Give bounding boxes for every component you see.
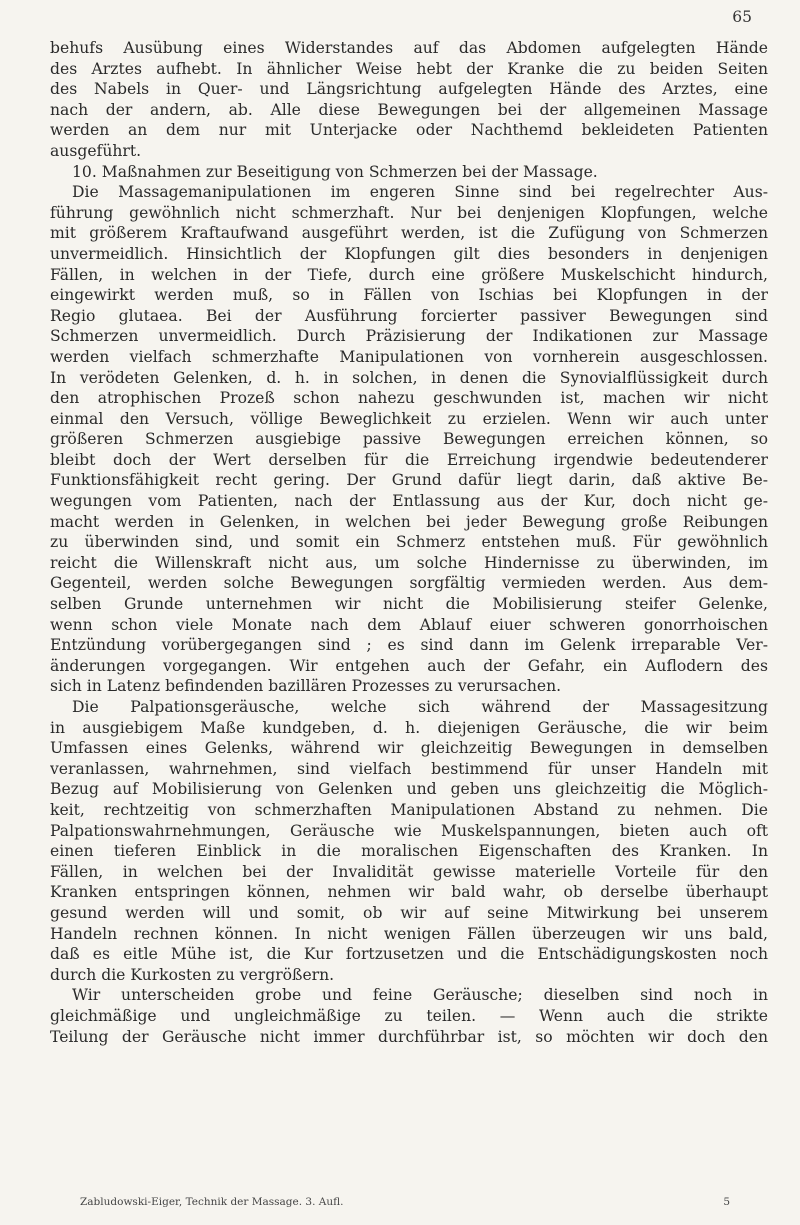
text-line: werden an dem nur mit Unterjacke oder Nachthemd bekleideten Patienten [50,121,768,140]
text-line: einen tieferen Einblick in die moralischen Eigenschaften des Kranken. In [50,842,768,861]
text-line: des Arztes aufhebt. In ähnlicher Weise hebt der Kranke die zu beiden Seiten [50,59,768,78]
text-line: Funktionsfähigkeit recht gering. Der Grund dafür liegt darin, daß aktive Be- [50,471,768,490]
text-line: 10. Maßnahmen zur Beseitigung von Schmerzen bei der Massage. [72,162,598,181]
text-line: des Nabels in Quer- und Längsrichtung aufgelegten Hände des Arztes, eine [50,80,768,99]
footer [80,1196,730,1208]
text-line: macht werden in Gelenken, in welchen bei jeder Bewegung große Reibungen [50,512,768,531]
text-line: bleibt doch der Wert derselben für die Erreichung irgendwie bedeutenderer [50,450,768,469]
text-line: in ausgiebigem Maße kundgeben, d. h. diejenigen Geräusche, die wir beim [50,718,768,737]
text-line: Die Massagemanipulationen im engeren Sinne sind bei regelrechter Aus- [72,183,768,202]
text-line: selben Grunde unternehmen wir nicht die Mobilisierung steifer Gelenke, [50,595,768,614]
text-line: änderungen vorgegangen. Wir entgehen auch der Gefahr, ein Auflodern des [50,656,768,675]
text-line: Schmerzen unvermeidlich. Durch Präzisierung der Indikationen zur Massage [50,327,768,346]
text-line: Handeln rechnen können. In nicht wenigen Fällen überzeugen wir uns bald, [50,924,768,943]
text-line: Entzündung vorübergegangen sind ; es sind dann im Gelenk irreparable Ver- [50,636,768,655]
text-line: reicht die Willenskraft nicht aus, um solche Hindernisse zu überwinden, im [50,553,768,572]
text-line: durch die Kurkosten zu vergrößern. [50,965,335,984]
text-line: größeren Schmerzen ausgiebige passive Bewegungen erreichen können, so [50,430,768,449]
text-line: nach der andern, ab. Alle diese Bewegungen bei der allgemeinen Massage [50,100,768,119]
text-line: wegungen vom Patienten, nach der Entlassung aus der Kur, doch nicht ge- [50,492,768,511]
text-line: Wir unterscheiden grobe und feine Geräusche; dieselben sind noch in [72,986,768,1005]
text-line: Kranken entspringen können, nehmen wir bald wahr, ob derselbe überhaupt [50,883,768,902]
text-line: Fällen, in welchen in der Tiefe, durch eine größere Muskelschicht hindurch, [50,265,768,284]
text-line: In verödeten Gelenken, d. h. in solchen, in denen die Synovialflüssigkeit durch [50,368,768,387]
text-line: mit größerem Kraftaufwand ausgeführt werden, ist die Zufügung von Schmerzen [50,224,768,243]
text-line: gleichmäßige und ungleichmäßige zu teilen. — Wenn auch die strikte [50,1006,768,1025]
text-line: daß es eitle Mühe ist, die Kur fortzusetzen und die Entschädigungskosten noch [50,945,768,964]
text-line: Palpationswahrnehmungen, Geräusche wie Muskelspannungen, bieten auch oft [50,821,768,840]
text-line: keit, rechtzeitig von schmerzhaften Manipulationen Abstand zu nehmen. Die [50,800,768,819]
text-line: werden vielfach schmerzhafte Manipulationen von vornherein ausgeschlossen. [50,347,768,366]
text-line: ausgeführt. [50,141,142,160]
text-line: veranlassen, wahrnehmen, sind vielfach bestimmend für unser Handeln mit [50,759,768,778]
text-line: Umfassen eines Gelenks, während wir gleichzeitig Bewegungen in demselben [50,739,768,758]
page-number: 65 [732,8,752,26]
text-line: Gegenteil, werden solche Bewegungen sorgfältig vermieden werden. Aus dem- [50,574,768,593]
text-line: Die Palpationsgeräusche, welche sich während der Massagesitzung [72,698,768,716]
body-text [50,38,768,1047]
text-line: Bezug auf Mobilisierung von Gelenken und geben uns gleichzeitig die Möglich- [50,780,768,799]
text-line: unvermeidlich. Hinsichtlich der Klopfungen gilt dies besonders in denjenigen [50,244,768,263]
text-line: einmal den Versuch, völlige Beweglichkeit zu erzielen. Wenn wir auch unter [50,409,768,428]
footer-citation: Zabludowski-Eiger, Technik der Massage. 3. Aufl. [80,1196,344,1208]
text-line: führung gewöhnlich nicht schmerzhaft. Nur bei denjenigen Klopfungen, welche [50,203,768,222]
signature-mark: 5 [723,1196,730,1208]
text-line: wenn schon viele Monate nach dem Ablauf eiuer schweren gonorrhoischen [50,615,768,634]
text-line: sich in Latenz befindenden bazillären Prozesses zu verursachen. [50,677,562,696]
text-line: zu überwinden sind, und somit ein Schmerz entstehen muß. Für gewöhnlich [50,533,768,552]
text-line: Teilung der Geräusche nicht immer durchführbar ist, so möchten wir doch den [50,1027,768,1046]
text-line: den atrophischen Prozeß schon nahezu geschwunden ist, machen wir nicht [50,389,768,408]
text-line: Regio glutaea. Bei der Ausführung forcierter passiver Bewegungen sind [50,306,768,325]
text-line: eingewirkt werden muß, so in Fällen von Ischias bei Klopfungen in der [50,286,768,305]
text-line: gesund werden will und somit, ob wir auf seine Mitwirkung bei unserem [50,903,768,922]
text-line: Fällen, in welchen bei der Invalidität gewisse materielle Vorteile für den [50,862,768,881]
text-line: behufs Ausübung eines Widerstandes auf das Abdomen aufgelegten Hände [50,39,768,57]
